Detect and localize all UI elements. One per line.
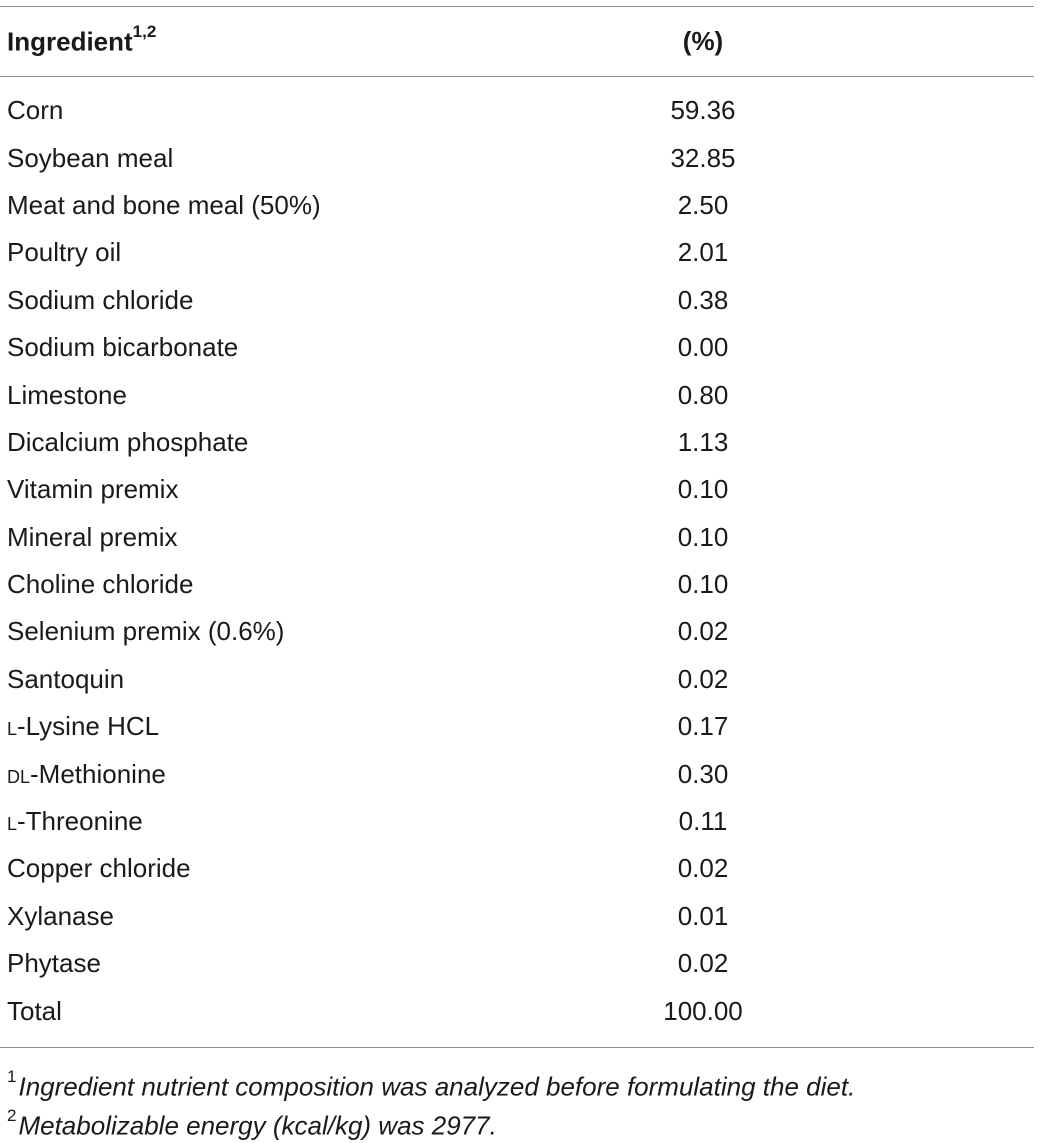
- ingredient-label: Xylanase: [7, 900, 114, 931]
- ingredient-name: [0, 190, 620, 221]
- ingredient-percent: 0.02: [677, 948, 729, 979]
- ingredient-percent: 0.10: [677, 474, 729, 505]
- footnote-mark: 2: [7, 1106, 17, 1126]
- ingredient-percent: 2.50: [677, 189, 729, 220]
- ingredient-percent: 0.01: [677, 900, 729, 931]
- ingredient-label: Meat and bone meal (50%): [7, 189, 321, 220]
- header-percent: (%): [682, 26, 724, 56]
- ingredient-name: [0, 474, 620, 505]
- table-row: [0, 987, 1034, 1034]
- table-row: [0, 134, 1034, 181]
- ingredient-label: Copper chloride: [7, 853, 191, 884]
- ingredient-name: [0, 664, 620, 695]
- ingredient-percent: 0.38: [677, 284, 729, 315]
- ingredient-label: Vitamin premix: [7, 474, 179, 505]
- ingredient-name: [0, 901, 620, 932]
- table-row: [0, 371, 1034, 418]
- table-row: [0, 182, 1034, 229]
- ingredient-percent: 1.13: [677, 426, 729, 457]
- ingredient-percent: 0.02: [677, 663, 729, 694]
- table-row: [0, 893, 1034, 940]
- table-row: [0, 466, 1034, 513]
- table-row: [0, 798, 1034, 845]
- ingredient-percent: 0.02: [677, 853, 729, 884]
- ingredient-label: Total: [7, 995, 62, 1026]
- ingredient-percent: 0.30: [677, 758, 729, 789]
- ingredient-label: Sodium chloride: [7, 284, 194, 315]
- ingredient-percent: 32.85: [670, 142, 736, 173]
- ingredient-label: Choline chloride: [7, 569, 194, 600]
- ingredient-label: -Methionine: [30, 758, 166, 789]
- table-row: [0, 324, 1034, 371]
- ingredient-percent: 0.11: [678, 806, 728, 837]
- ingredient-name: [0, 948, 620, 979]
- footnote-text: Metabolizable energy (kcal/kg) was 2977.: [18, 1111, 497, 1142]
- ingredient-name: [0, 95, 620, 126]
- header-ingredient-label: Ingredient: [7, 26, 133, 57]
- ingredient-label: Poultry oil: [7, 237, 122, 268]
- header-ingredient-footnote-marks: 1,2: [132, 21, 157, 41]
- ingredient-percent: 2.01: [677, 237, 729, 268]
- ingredient-name: [0, 522, 620, 553]
- table-body: [0, 77, 1034, 1047]
- ingredient-name: [0, 759, 620, 790]
- ingredient-label: Selenium premix (0.6%): [7, 616, 285, 647]
- table-row: [0, 940, 1034, 987]
- table-row: [0, 750, 1034, 797]
- ingredient-name: [0, 996, 620, 1027]
- ingredient-name: [0, 616, 620, 647]
- ingredient-percent: 0.02: [677, 616, 729, 647]
- ingredient-label: Soybean meal: [7, 142, 174, 173]
- ingredient-label: Mineral premix: [7, 521, 178, 552]
- ingredient-label: -Threonine: [17, 806, 143, 837]
- ingredient-name: [0, 143, 620, 174]
- ingredient-label: Phytase: [7, 948, 101, 979]
- table-row: [0, 561, 1034, 608]
- table-row: [0, 845, 1034, 892]
- table-row: [0, 656, 1034, 703]
- ingredient-name: [0, 332, 620, 363]
- header-ingredient: [0, 21, 620, 58]
- ingredient-label: Limestone: [7, 379, 127, 410]
- ingredient-percent: 0.17: [677, 711, 729, 742]
- footnote-text: Ingredient nutrient composition was analyzed before formulating the diet.: [18, 1071, 856, 1102]
- ingredient-name: [0, 285, 620, 316]
- ingredient-name: [0, 427, 620, 458]
- ingredient-name: [0, 711, 620, 742]
- ingredient-percent: 0.00: [677, 332, 729, 363]
- ingredient-prefix: dl: [7, 758, 31, 789]
- ingredient-name: [0, 806, 620, 837]
- ingredient-name: [0, 380, 620, 411]
- ingredient-label: -Lysine HCL: [17, 711, 160, 742]
- table-header-row: [0, 7, 1034, 76]
- ingredient-name: [0, 853, 620, 884]
- ingredient-prefix: l: [7, 806, 18, 837]
- ingredient-percent: 0.80: [677, 379, 729, 410]
- ingredient-percent: 0.10: [677, 521, 729, 552]
- table-row: [0, 277, 1034, 324]
- table-row: [0, 514, 1034, 561]
- table-row: [0, 419, 1034, 466]
- footnote: [7, 1103, 1034, 1143]
- ingredient-label: Santoquin: [7, 663, 125, 694]
- ingredient-label: Dicalcium phosphate: [7, 426, 249, 457]
- table-row: [0, 229, 1034, 276]
- footnote: [7, 1064, 1034, 1104]
- ingredient-label: Corn: [7, 95, 64, 126]
- ingredient-percent: 100.00: [663, 995, 743, 1026]
- ingredient-name: [0, 237, 620, 268]
- table-footnotes: [0, 1048, 1034, 1143]
- ingredient-label: Sodium bicarbonate: [7, 332, 239, 363]
- table-row: [0, 703, 1034, 750]
- table-row: [0, 87, 1034, 134]
- ingredient-percent: 59.36: [670, 95, 736, 126]
- ingredient-percent: 0.10: [677, 569, 729, 600]
- ingredient-prefix: l: [7, 711, 18, 742]
- ingredient-name: [0, 569, 620, 600]
- table-row: [0, 608, 1034, 655]
- footnote-mark: 1: [7, 1066, 17, 1086]
